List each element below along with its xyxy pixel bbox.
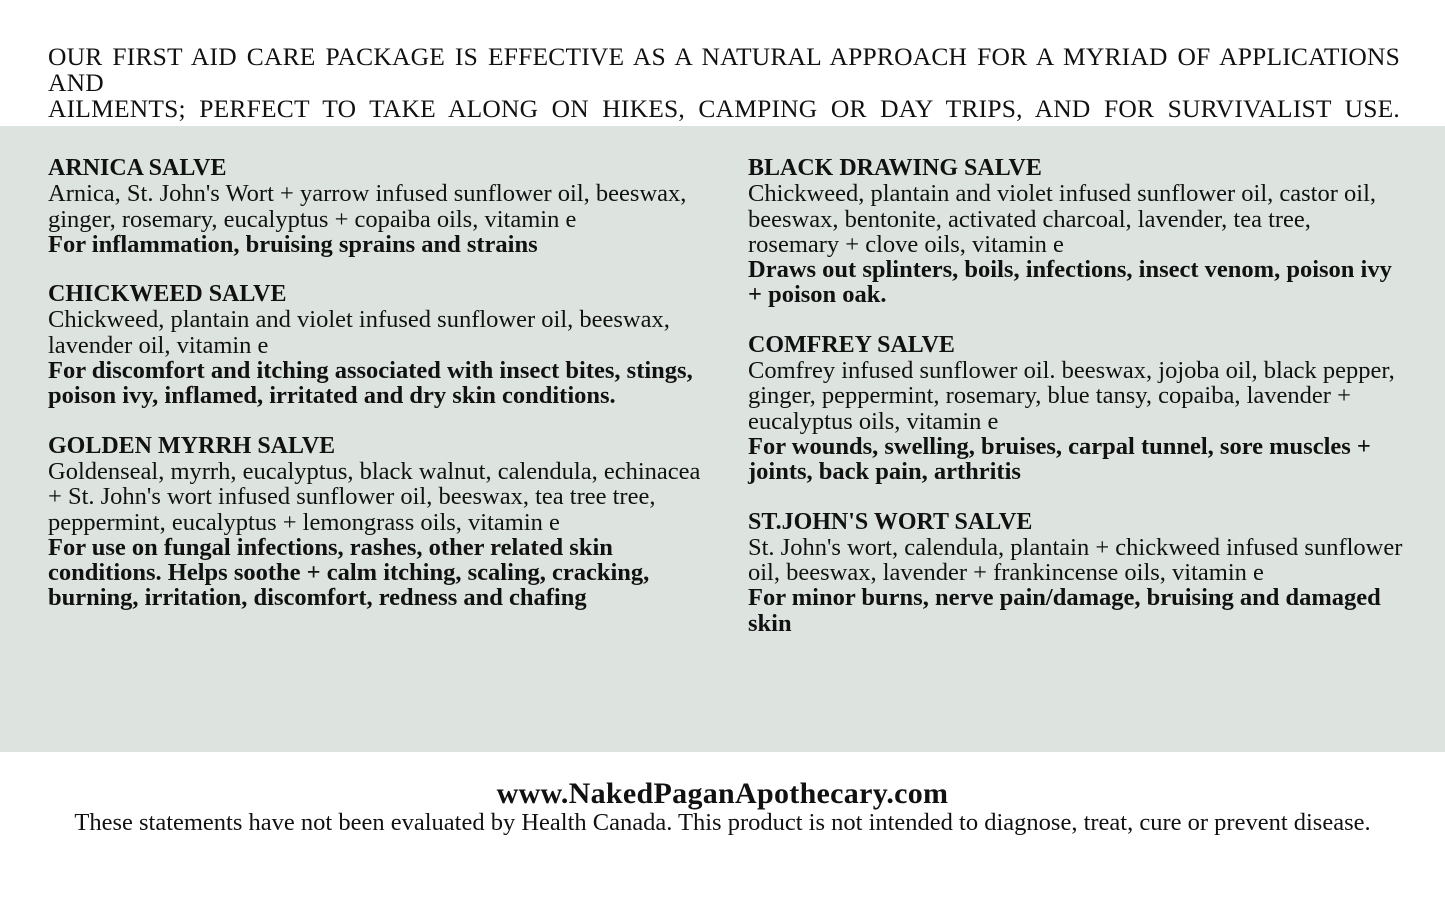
salve-item-arnica — [48, 156, 708, 257]
footer — [0, 778, 1445, 836]
salve-name: COMFREY SALVE — [748, 331, 955, 358]
salve-use: Draws out splinters, boils, infections, insect venom, poison ivy + poison oak. — [748, 256, 1392, 309]
salve-ingredients: Comfrey infused sunflower oil. beeswax, jojoba oil, black pepper, ginger, peppermint, rosemary, blue tansy, copaiba, lavender + eucalyptus oils, vitamin e — [748, 357, 1395, 435]
salve-panel — [0, 126, 1445, 752]
salve-ingredients: St. John's wort, calendula, plantain + chickweed infused sunflower oil, beeswax, lavender + frankincense oils, vitamin e — [748, 533, 1403, 587]
salve-use: For wounds, swelling, bruises, carpal tunnel, sore muscles + joints, back pain, arthritis — [748, 432, 1371, 486]
disclaimer-text: These statements have not been evaluated by Health Canada. This product is not intended to diagnose, treat, cure or prevent disease. — [74, 809, 1371, 836]
salve-name: CHICKWEED SALVE — [48, 281, 287, 308]
salve-ingredients: Chickweed, plantain and violet infused sunflower oil, beeswax, lavender oil, vitamin e — [48, 306, 670, 359]
salve-item-st-johns-wort — [748, 510, 1408, 636]
salve-use: For minor burns, nerve pain/damage, bruising and damaged skin — [748, 584, 1381, 637]
salve-name: ST.JOHN'S WORT SALVE — [748, 508, 1033, 535]
salve-ingredients: Goldenseal, myrrh, eucalyptus, black walnut, calendula, echinacea + St. John's wort infused sunflower oil, beeswax, tea tree tree, peppermint, eucalyptus + lemongrass oils, vitamin e — [48, 457, 701, 536]
salve-item-comfrey — [748, 333, 1408, 485]
salve-name: GOLDEN MYRRH SALVE — [48, 432, 336, 459]
salve-name: BLACK DRAWING SALVE — [748, 155, 1042, 181]
salve-ingredients: Chickweed, plantain and violet infused sunflower oil, castor oil, beeswax, bentonite, activated charcoal, lavender, tea tree, rosemary + clove oils, vitamin e — [748, 180, 1377, 258]
salve-item-black-drawing — [748, 156, 1408, 308]
salve-ingredients: Arnica, St. John's Wort + yarrow infused sunflower oil, beeswax, ginger, rosemary, eucalyptus + copaiba oils, vitamin e — [48, 180, 687, 233]
website-link[interactable]: www.NakedPaganApothecary.com — [496, 777, 949, 810]
salve-use: For inflammation, bruising sprains and strains — [48, 230, 538, 258]
salve-use: For discomfort and itching associated with insect bites, stings, poison ivy, inflamed, irritated and dry skin conditions. — [48, 357, 693, 410]
salve-item-chickweed — [48, 282, 708, 408]
intro-text — [48, 44, 1400, 122]
intro-line-1: OUR FIRST AID CARE PACKAGE IS EFFECTIVE AS A NATURAL APPROACH FOR A MYRIAD OF APPLICATIONS AND — [48, 42, 1400, 97]
salve-item-golden-myrrh — [48, 434, 708, 611]
intro-line-2: AILMENTS; PERFECT TO TAKE ALONG ON HIKES, CAMPING OR DAY TRIPS, AND FOR SURVIVALIST USE. — [48, 94, 1400, 123]
salve-column-left — [48, 156, 708, 636]
salve-use: For use on fungal infections, rashes, other related skin conditions. Helps soothe + calm itching, scaling, cracking, burning, irritation, discomfort, redness and chafing — [48, 533, 650, 612]
salve-column-right — [748, 156, 1408, 661]
salve-name: ARNICA SALVE — [48, 155, 227, 181]
